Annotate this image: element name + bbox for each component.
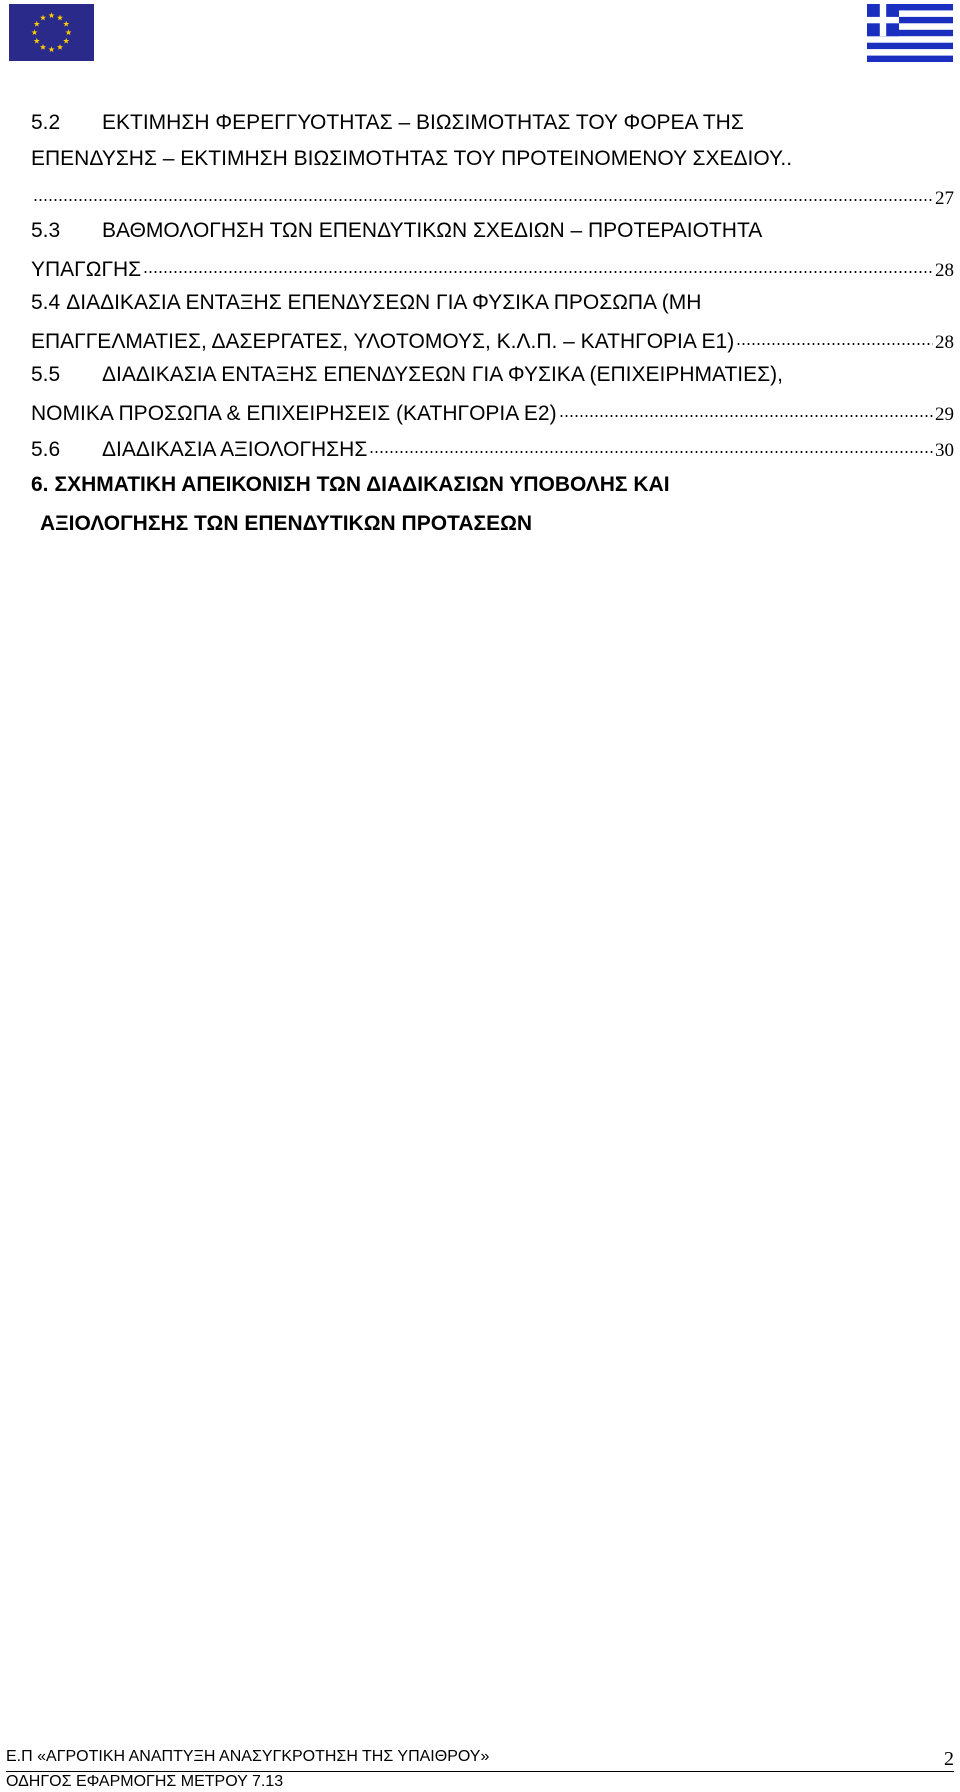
toc-entry-5-2-line2 — [31, 146, 954, 182]
toc-title: ΔΙΑΔΙΚΑΣΙΑ ΕΝΤΑΞΗΣ ΕΠΕΝΔΥΣΕΩΝ ΓΙΑ ΦΥΣΙΚΑ ΠΡΟΣΩΠΑ (ΜΗ — [66, 291, 702, 314]
toc-entry-5-4-line2 — [31, 326, 954, 362]
toc-entry-5-3-line1 — [31, 218, 954, 254]
toc-entry-5-6 — [31, 434, 954, 470]
greek-flag-logo — [867, 4, 953, 62]
toc-title-continued: ΑΞΙΟΛΟΓΗΣΗΣ ΤΩΝ ΕΠΕΝΔΥΤΙΚΩΝ ΠΡΟΤΑΣΕΩΝ — [40, 512, 533, 535]
toc-number: 5.3 — [31, 219, 61, 242]
toc-title: ΔΙΑΔΙΚΑΣΙΑ ΕΝΤΑΞΗΣ ΕΠΕΝΔΥΣΕΩΝ ΓΙΑ ΦΥΣΙΚΑ (ΕΠΙΧΕΙΡΗΜΑΤΙΕΣ), — [102, 363, 783, 386]
footer-programme-title: Ε.Π «ΑΓΡΟΤΙΚΗ ΑΝΑΠΤΥΞΗ ΑΝΑΣΥΓΚΡΟΤΗΣΗ ΤΗΣ ΥΠΑΙΘΡΟΥ» — [6, 1748, 490, 1765]
toc-entry-5-4-line1 — [31, 290, 954, 326]
toc-entry-6-line2 — [31, 511, 960, 547]
footer-guide-title: ΟΔΗΓΟΣ ΕΦΑΡΜΟΓΗΣ ΜΕΤΡΟΥ 7.13 — [6, 1773, 284, 1790]
toc-page-number: 27 — [935, 188, 954, 209]
toc-entry-6-line1 — [31, 472, 954, 508]
toc-number: 5.4 — [31, 291, 61, 314]
toc-title: ΒΑΘΜΟΛΟΓΗΣΗ ΤΩΝ ΕΠΕΝΔΥΤΙΚΩΝ ΣΧΕΔΙΩΝ – ΠΡΟΤΕΡΑΙΟΤΗΤΑ — [102, 219, 763, 242]
dot-leader — [143, 254, 933, 276]
toc-title-continued: ΕΠΕΝΔΥΣΗΣ – ΕΚΤΙΜΗΣΗ ΒΙΩΣΙΜΟΤΗΤΑΣ ΤΟΥ ΠΡΟΤΕΙΝΟΜΕΝΟΥ ΣΧΕΔΙΟΥ.. — [31, 147, 793, 170]
toc-page-number: 28 — [935, 332, 954, 353]
toc-number: 5.5 — [31, 363, 61, 386]
toc-title-continued: ΥΠΑΓΩΓΗΣ — [31, 258, 142, 281]
dot-leader — [33, 182, 933, 204]
toc-entry-5-5-line1 — [31, 362, 954, 398]
toc-title: ΔΙΑΔΙΚΑΣΙΑ ΑΞΙΟΛΟΓΗΣΗΣ — [102, 438, 368, 461]
toc-entry-5-3-line2 — [31, 254, 954, 290]
toc-number: 6. — [31, 473, 49, 496]
toc-entry-5-5-line2 — [31, 398, 954, 434]
toc-entry-5-2-line1 — [31, 110, 954, 146]
toc-title-continued: ΝΟΜΙΚΑ ΠΡΟΣΩΠΑ & ΕΠΙΧΕΙΡΗΣΕΙΣ (ΚΑΤΗΓΟΡΙΑ Ε2) — [31, 402, 557, 425]
toc-title: ΕΚΤΙΜΗΣΗ ΦΕΡΕΓΓΥΟΤΗΤΑΣ – ΒΙΩΣΙΜΟΤΗΤΑΣ ΤΟΥ ΦΟΡΕΑ ΤΗΣ — [102, 111, 744, 134]
toc-title: ΣΧΗΜΑΤΙΚΗ ΑΠΕΙΚΟΝΙΣΗ ΤΩΝ ΔΙΑΔΙΚΑΣΙΩΝ ΥΠΟΒΟΛΗΣ ΚΑΙ — [54, 473, 670, 496]
toc-number: 5.2 — [31, 111, 61, 134]
dot-leader — [369, 434, 933, 456]
page-footer — [6, 1747, 954, 1790]
toc-number: 5.6 — [31, 438, 61, 461]
toc-title-continued: ΕΠΑΓΓΕΛΜΑΤΙΕΣ, ΔΑΣΕΡΓΑΤΕΣ, ΥΛΟΤΟΜΟΥΣ, Κ.Λ.Π. – ΚΑΤΗΓΟΡΙΑ Ε1) — [31, 330, 735, 353]
dot-leader — [736, 326, 933, 348]
toc-page-number: 29 — [935, 404, 954, 425]
footer-page-number: 2 — [944, 1748, 954, 1770]
toc-entry-5-2-leader — [31, 182, 954, 218]
toc-page-number: 30 — [935, 440, 954, 461]
dot-leader — [559, 398, 933, 420]
toc-page-number: 28 — [935, 260, 954, 281]
eu-flag-logo — [9, 4, 94, 61]
